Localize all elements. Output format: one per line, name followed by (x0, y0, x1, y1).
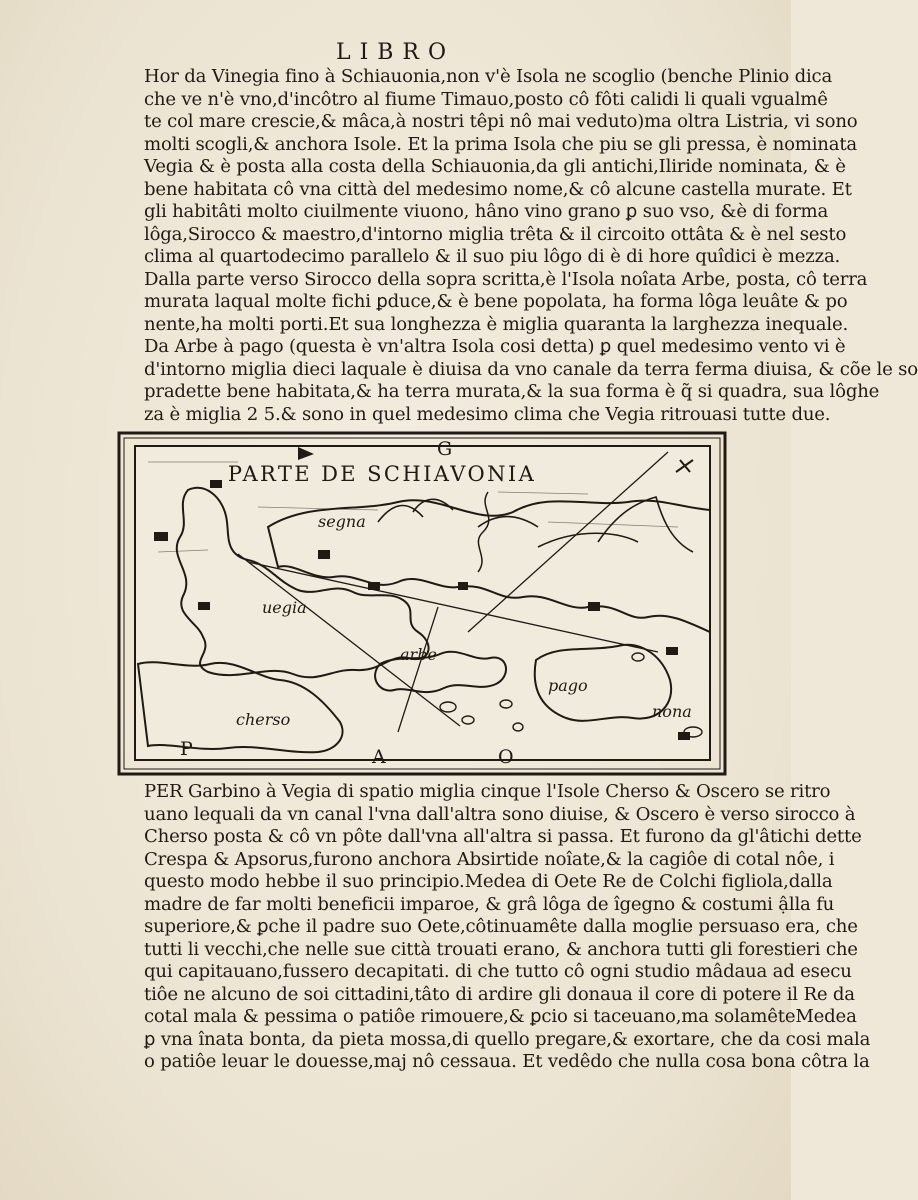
text-line: tutti li vecchi,che nelle sue città trouati erano, & anchora tutti gli forestieri che (144, 938, 858, 960)
text-line: za è miglia 2 5.& sono in quel medesimo clima che Vegia ritrouasi tutte due. (144, 403, 831, 425)
text-line: che ve n'è vno,d'incôtro al fiume Timauo,posto cô fôti calidi li quali vgualmê (144, 88, 828, 110)
lower-text-block (144, 781, 871, 1074)
text-line: Dalla parte verso Sirocco della sopra scritta,è l'Isola noîata Arbe, posta, cô terra (144, 268, 868, 290)
compass-west: P (180, 738, 193, 760)
text-line: Cherso posta & cô vn pôte dall'vna all'altra si passa. Et furono da gl'âtichi dette (144, 826, 862, 847)
text-line: Hor da Vinegia fino à Schiauonia,non v'è Isola ne scoglio (benche Plinio dica (144, 66, 833, 87)
text-line: pradette bene habitata,& ha terra murata,& la sua forma è q̃ si quadra, sua lôghe (144, 381, 880, 402)
text-line: Vegia & è posta alla costa della Schiauonia,da gli antichi,Iliride nominata, & è (144, 156, 846, 177)
text-line: questo modo hebbe il suo principio.Medea di Oete Re de Colchi figliola,dalla (144, 871, 833, 892)
text-line: cotal mala & pessima o patiôe rimouere,& ꝑcio si taceuano,ma solamêteMedea (144, 1006, 857, 1027)
text-line: gli habitâti molto ciuilmente viuono, hâno vino grano ꝑ suo vso, &è di forma (144, 201, 829, 222)
text-line: murata laqual molte fichi ꝑduce,& è bene popolata, ha forma lôga leuâte & po (144, 291, 848, 312)
text-line: PER Garbino à Vegia di spatio miglia cinque l'Isole Cherso & Oscero se ritro (144, 781, 831, 802)
map-title: PARTE DE SCHIAVONIA (227, 462, 537, 486)
map-label-pago: pago (548, 676, 588, 695)
text-line: madre de far molti beneficii imparoe, & grâ lôga de îgegno & costumi ậlla fu (144, 893, 835, 915)
running-head: LIBRO (335, 40, 456, 65)
text-line: tiôe ne alcuno de soi cittadini,tâto di ardire gli donaua il core di potere il Re da (144, 983, 855, 1005)
map-label-cherso: cherso (236, 710, 291, 729)
text-line: Da Arbe à pago (questa è vn'altra Isola cosi detta) ꝑ quel medesimo vento vi è (144, 336, 846, 357)
map-label-arbe: arbe (400, 645, 437, 664)
text-line: nente,ha molti porti.Et sua longhezza è miglia quaranta la larghezza inequale. (144, 313, 849, 335)
text-line: d'intorno miglia dieci laquale è diuisa da vno canale da terra ferma diuisa, & cõe le so (144, 358, 918, 380)
text-line: lôga,Sirocco & maestro,d'intorno miglia trêta & il circoito ottâta & è nel sesto (144, 223, 847, 245)
compass-southwest: A (372, 746, 386, 768)
map-label-uegia: uegia (262, 598, 307, 617)
text-line: clima al quartodecimo parallelo & il suo piu lôgo di è di hore quîdici è mezza. (144, 246, 841, 267)
text-line: o patiôe leuar le douesse,maj nô cessaua. Et vedêdo che nulla cosa bona côtra la (144, 1051, 870, 1072)
text-line: te col mare crescie,& mâca,à nostri têpi nô mai veduto)ma oltra Listria, vi sono (144, 111, 858, 132)
text-line: qui capitauano,fussero decapitati. di che tutto cô ogni studio mâdaua ad esecu (144, 961, 852, 982)
text-line: Crespa & Apsorus,furono anchora Absirtide noîate,& la cagiôe di cotal nôe, i (144, 848, 835, 870)
map-inner-border (135, 446, 710, 760)
map-label-nona: nona (652, 702, 692, 721)
compass-south: O (498, 746, 514, 768)
upper-text-block (144, 66, 918, 426)
text-line: bene habitata cô vna città del medesimo nome,& cô alcune castella murate. Et (144, 178, 852, 200)
text-line: superiore,& ꝑche il padre suo Oete,côtinuamête dalla moglie persuaso era, che (144, 916, 858, 937)
text-line: uano lequali da vn canal l'vna dall'altra sono diuise, & Oscero è verso sirocco à (144, 803, 856, 825)
text-line: ꝑ vna înata bonta, da pieta mossa,di quello pregare,& exortare, che da cosi mala (144, 1028, 871, 1050)
map-label-segna: segna (318, 512, 366, 531)
text-line: molti scogli,& anchora Isole. Et la prima Isola che piu se gli pressa, è nominata (144, 133, 858, 155)
compass-north: G (437, 438, 453, 460)
